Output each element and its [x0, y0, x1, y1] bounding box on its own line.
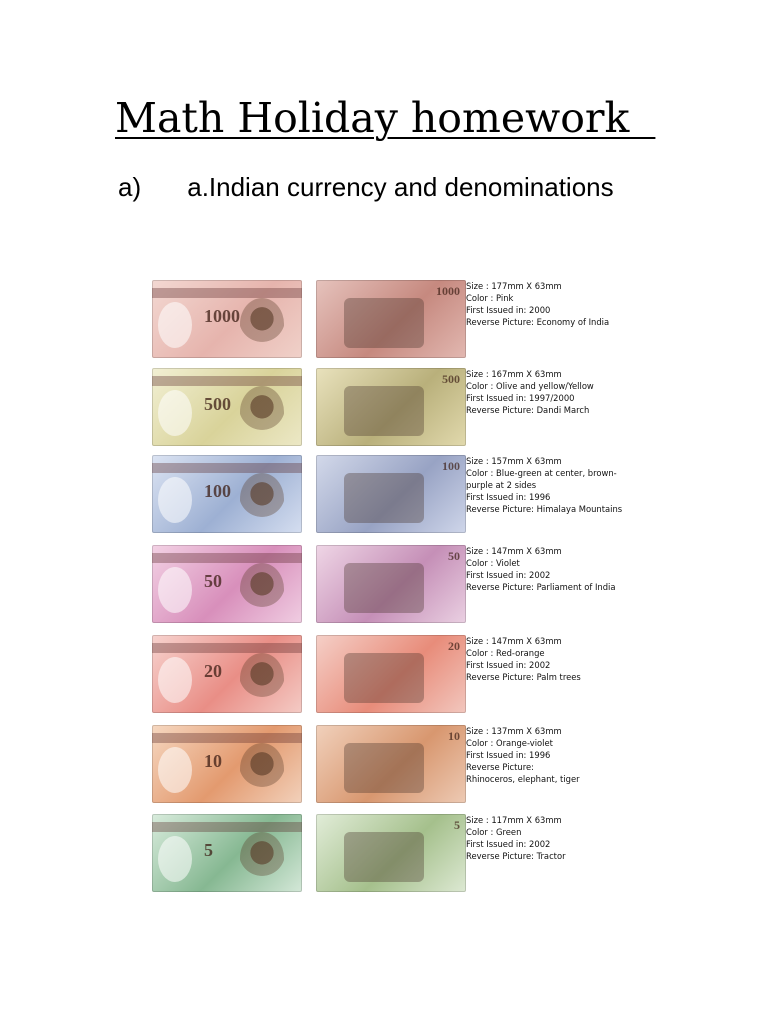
currency-row-1000 [152, 280, 632, 360]
note-info [466, 368, 636, 416]
note-info [466, 635, 636, 683]
list-marker: a) [118, 172, 142, 202]
note-back-image [316, 635, 466, 713]
watermark [158, 836, 192, 882]
note-back-image [316, 280, 466, 358]
note-header-band [152, 288, 302, 298]
currency-row-500 [152, 368, 632, 448]
watermark [158, 567, 192, 613]
note-header-band [152, 376, 302, 386]
size-text: Size : 177mm X 63mm [466, 281, 562, 291]
color-text: Color : Red-orange [466, 648, 545, 658]
denomination-corner: 500 [442, 372, 460, 386]
reverse-vignette [344, 743, 424, 793]
note-back-image [316, 545, 466, 623]
portrait [240, 386, 284, 438]
portrait [240, 832, 284, 884]
watermark [158, 657, 192, 703]
denomination-corner: 1000 [436, 284, 460, 298]
reverse-picture-text: Reverse Picture: Tractor [466, 851, 566, 861]
denomination-text: 1000 [204, 306, 240, 326]
first-issued-text: First Issued in: 2000 [466, 305, 551, 315]
note-back-image [316, 814, 466, 892]
reverse-picture-text: Reverse Picture: Dandi March [466, 405, 590, 415]
size-text: Size : 137mm X 63mm [466, 726, 562, 736]
note-front-image [152, 280, 302, 358]
watermark [158, 747, 192, 793]
portrait [240, 743, 284, 795]
reverse-vignette [344, 386, 424, 436]
denomination-corner: 50 [448, 549, 460, 563]
note-info [466, 545, 636, 593]
note-header-band [152, 553, 302, 563]
note-back-image [316, 368, 466, 446]
reverse-picture-text: Reverse Picture: Himalaya Mountains [466, 504, 623, 514]
note-front-image [152, 725, 302, 803]
denomination-corner: 100 [442, 459, 460, 473]
note-front-image [152, 814, 302, 892]
reverse-vignette [344, 473, 424, 523]
first-issued-text: First Issued in: 1996 [466, 492, 551, 502]
size-text: Size : 147mm X 63mm [466, 546, 562, 556]
color-text: Color : Green [466, 827, 522, 837]
note-back-image [316, 725, 466, 803]
denomination-text: 100 [204, 481, 231, 501]
denomination-corner: 10 [448, 729, 460, 743]
reverse-vignette [344, 563, 424, 613]
denomination-text: 500 [204, 394, 231, 414]
denomination-text: 20 [204, 661, 222, 681]
first-issued-text: First Issued in: 2002 [466, 839, 551, 849]
watermark [158, 302, 192, 348]
reverse-vignette [344, 298, 424, 348]
first-issued-text: First Issued in: 1997/2000 [466, 393, 575, 403]
reverse-picture-detail-text: Rhinoceros, elephant, tiger [466, 774, 580, 784]
size-text: Size : 147mm X 63mm [466, 636, 562, 646]
reverse-picture-text: Reverse Picture: Parliament of India [466, 582, 616, 592]
color-text: Color : Violet [466, 558, 520, 568]
reverse-picture-text: Reverse Picture: Palm trees [466, 672, 581, 682]
size-text: Size : 117mm X 63mm [466, 815, 562, 825]
watermark [158, 390, 192, 436]
note-info [466, 725, 636, 785]
denomination-text: 10 [204, 751, 222, 771]
first-issued-text: First Issued in: 1996 [466, 750, 551, 760]
currency-row-100 [152, 455, 632, 535]
denomination-text: 5 [204, 840, 213, 860]
note-front-image [152, 545, 302, 623]
color-text: Color : Olive and yellow/Yellow [466, 381, 594, 391]
page-title: Math Holiday homework [115, 94, 656, 142]
portrait [240, 563, 284, 615]
reverse-vignette [344, 832, 424, 882]
note-info [466, 280, 636, 328]
color-text: Color : Orange-violet [466, 738, 553, 748]
color-text: Color : Blue-green at center, brown-purple at 2 sides [466, 468, 617, 490]
note-info [466, 455, 636, 515]
note-front-image [152, 368, 302, 446]
note-front-image [152, 455, 302, 533]
size-text: Size : 157mm X 63mm [466, 456, 562, 466]
portrait [240, 298, 284, 350]
currency-row-20 [152, 635, 632, 715]
watermark [158, 477, 192, 523]
currency-row-5 [152, 814, 632, 894]
note-header-band [152, 733, 302, 743]
note-front-image [152, 635, 302, 713]
note-back-image [316, 455, 466, 533]
denomination-corner: 5 [454, 818, 460, 832]
note-header-band [152, 822, 302, 832]
section-heading [118, 172, 614, 203]
currency-row-10 [152, 725, 632, 805]
color-text: Color : Pink [466, 293, 514, 303]
note-header-band [152, 463, 302, 473]
size-text: Size : 167mm X 63mm [466, 369, 562, 379]
currency-row-50 [152, 545, 632, 625]
reverse-vignette [344, 653, 424, 703]
note-header-band [152, 643, 302, 653]
denomination-corner: 20 [448, 639, 460, 653]
first-issued-text: First Issued in: 2002 [466, 570, 551, 580]
note-info [466, 814, 636, 862]
reverse-picture-text: Reverse Picture: Economy of India [466, 317, 610, 327]
denomination-text: 50 [204, 571, 222, 591]
first-issued-text: First Issued in: 2002 [466, 660, 551, 670]
reverse-picture-text: Reverse Picture: [466, 762, 534, 772]
section-heading-text: a.Indian currency and denominations [187, 172, 614, 202]
portrait [240, 473, 284, 525]
portrait [240, 653, 284, 705]
